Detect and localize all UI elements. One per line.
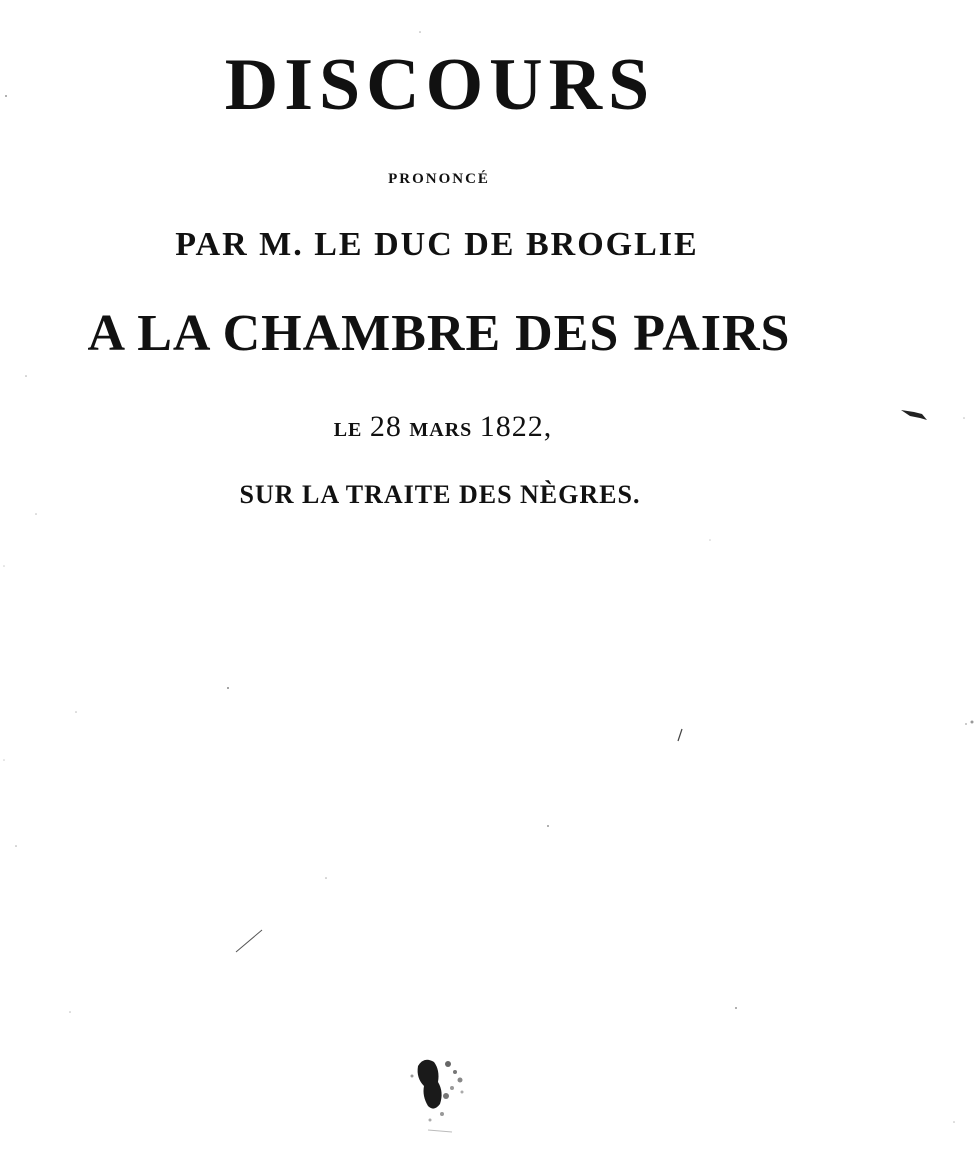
page-title: DISCOURS [224, 44, 656, 126]
date-suffix: , [543, 410, 553, 443]
date-prefix: LE [333, 419, 363, 441]
date-month: MARS [409, 419, 473, 441]
date-year: 1822 [479, 410, 544, 443]
author-line: PAR M. LE DUC DE BROGLIE [175, 226, 699, 263]
date-day: 28 [369, 410, 402, 443]
subject-line: SUR LA TRAITE DES NÈGRES. [239, 480, 641, 509]
venue-line: A LA CHAMBRE DES PAIRS [87, 305, 791, 362]
prononce-label: PRONONCÉ [388, 171, 490, 187]
